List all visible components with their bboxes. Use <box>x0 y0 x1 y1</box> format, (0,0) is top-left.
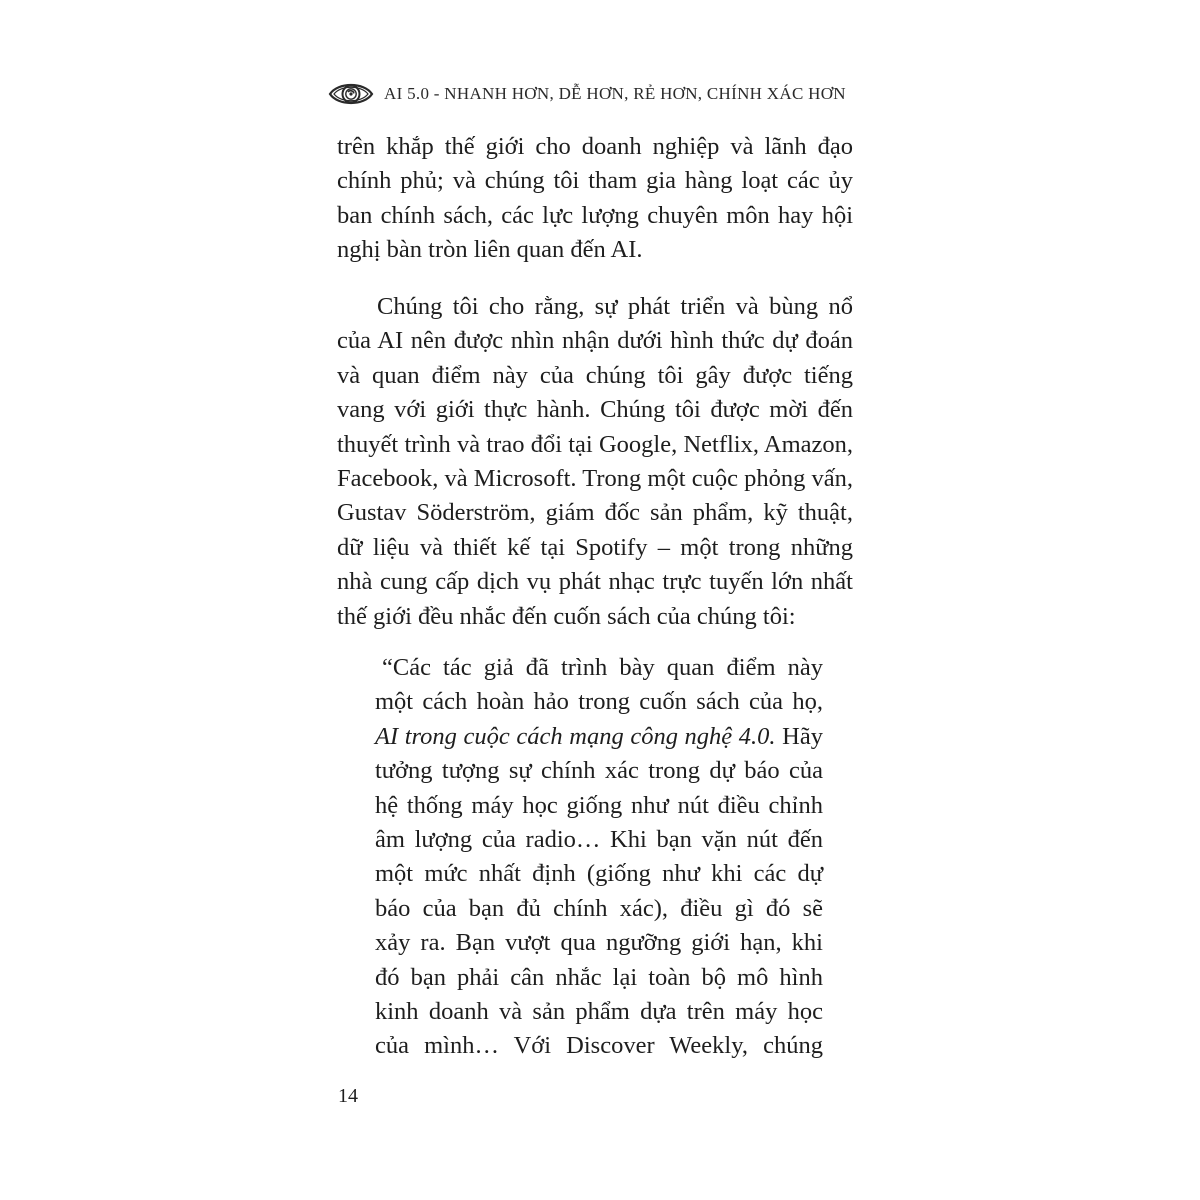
page-number: 14 <box>338 1085 358 1107</box>
block-quote <box>375 651 823 1064</box>
text-line: tưởng tượng sự chính xác trong dự báo của <box>375 757 823 785</box>
paragraph-continued <box>337 130 853 268</box>
text-line: Facebook, và Microsoft. Trong một cuộc phỏng vấn, <box>337 464 853 492</box>
paragraph-main <box>337 290 853 634</box>
header-title: AI 5.0 - NHANH HƠN, DỄ HƠN, RẺ HƠN, CHÍNH XÁC HƠN <box>384 84 846 103</box>
text-line: thuyết trình và trao đổi tại Google, Netflix, Amazon, <box>337 430 853 458</box>
text-line: một cách hoàn hảo trong cuốn sách của họ, <box>375 688 823 716</box>
text-line: thế giới đều nhắc đến cuốn sách của chúng tôi: <box>337 602 796 630</box>
text-line: trên khắp thế giới cho doanh nghiệp và lãnh đạo <box>337 133 853 160</box>
text-line: vang với giới thực hành. Chúng tôi được mời đến <box>337 396 853 424</box>
eye-icon <box>328 76 374 112</box>
text-line: một mức nhất định (giống như khi các dự <box>375 860 823 888</box>
text-line: đó bạn phải cân nhắc lại toàn bộ mô hình <box>375 963 823 991</box>
text-line: “Các tác giả đã trình bày quan điểm này <box>382 654 823 681</box>
running-header <box>328 76 868 112</box>
text-line: của AI nên được nhìn nhận dưới hình thức dự đoán <box>337 327 853 355</box>
text-line: ban chính sách, các lực lượng chuyên môn hay hội <box>337 201 853 229</box>
text-line: nghị bàn tròn liên quan đến AI. <box>337 236 643 264</box>
text-line: nhà cung cấp dịch vụ phát nhạc trực tuyến lớn nhất <box>337 568 853 596</box>
text-line-with-book-title <box>375 720 823 754</box>
text-line: Gustav Söderström, giám đốc sản phẩm, kỹ thuật, <box>337 499 853 527</box>
text-line: báo của bạn đủ chính xác), điều gì đó sẽ <box>375 894 823 922</box>
text-line: kinh doanh và sản phẩm dựa trên máy học <box>375 997 823 1025</box>
text-line: âm lượng của radio… Khi bạn vặn nút đến <box>375 825 823 853</box>
text-line: xảy ra. Bạn vượt qua ngưỡng giới hạn, khi <box>375 929 823 957</box>
text-line: hệ thống máy học giống như nút điều chỉnh <box>375 791 823 819</box>
text-line: dữ liệu và thiết kế tại Spotify – một trong những <box>337 533 853 561</box>
text-fragment: Hãy <box>775 722 823 750</box>
book-title: AI trong cuộc cách mạng công nghệ 4.0. <box>375 722 776 750</box>
text-line: và quan điểm này của chúng tôi gây được tiếng <box>337 361 853 389</box>
text-line: Chúng tôi cho rằng, sự phát triển và bùng nổ <box>377 293 853 320</box>
text-line: của mình… Với Discover Weekly, chúng <box>375 1032 823 1060</box>
text-line: chính phủ; và chúng tôi tham gia hàng loạt các ủy <box>337 167 853 195</box>
